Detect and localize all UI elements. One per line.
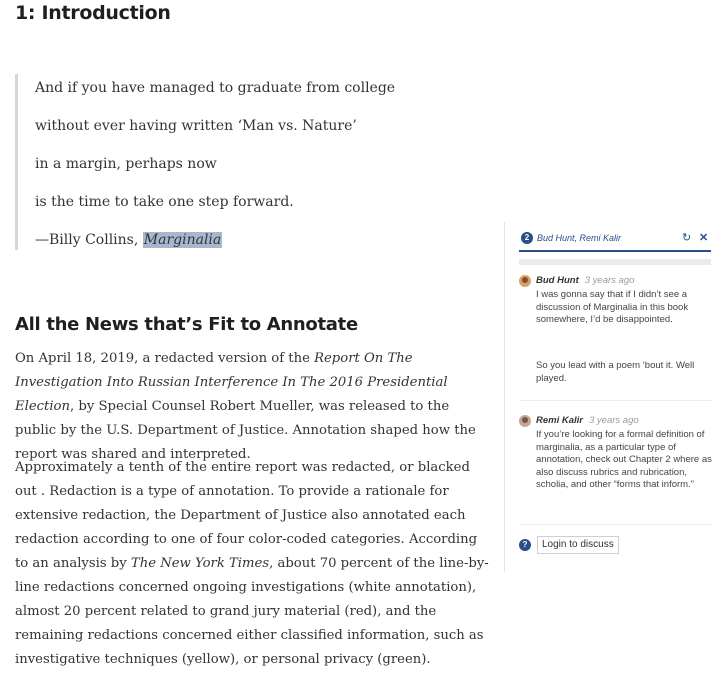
comment-author: Remi Kalir 3 years ago (536, 415, 639, 426)
login-button[interactable]: Login to discuss (537, 536, 619, 554)
annotation-header (519, 230, 711, 252)
avatar (519, 275, 531, 287)
annotation-sidebar (504, 222, 720, 572)
help-icon[interactable]: ? (519, 539, 531, 551)
refresh-icon[interactable]: ↻ (682, 232, 692, 244)
report-title: Report On The Investigation Into Russian Interference In The 2016 Presidential Election (15, 351, 448, 414)
paragraph-text: Approximately a tenth of the entire report was redacted, or blacked out . Redaction is a type of annotation. To provide a rationale for extensive redaction, the Department of Justice also annotated each redaction according to one of four color-coded categories. According to an analysis by (15, 460, 478, 571)
chapter-title: 1: Introduction (15, 2, 171, 24)
annotation-authors: Bud Hunt, Remi Kalir (537, 233, 622, 243)
annotation-count-badge: 2 (521, 232, 533, 244)
comment-time: 3 years ago (584, 275, 635, 286)
epigraph-line: in a margin, perhaps now (35, 156, 217, 172)
comment-body: So you lead with a poem ‘bout it. Well played. (536, 360, 695, 384)
epigraph-blockquote (15, 74, 475, 250)
section-title: All the News that’s Fit to Annotate (15, 314, 358, 335)
paragraph-text: , by Special Counsel Robert Mueller, was released to the public by the U.S. Department of Justice. Annotation shaped how the report was shared and interpreted. (15, 399, 476, 462)
attribution-author: —Billy Collins, (35, 232, 143, 248)
avatar (519, 415, 531, 427)
body-paragraph (15, 347, 493, 467)
annotated-highlight[interactable]: Marginalia (143, 232, 222, 248)
epigraph-attribution (35, 232, 222, 248)
body-paragraph (15, 456, 493, 672)
epigraph-line: And if you have managed to graduate from college (35, 80, 396, 96)
comment-body: If you’re looking for a formal definition of marginalia, as a particular type of annotation, check out Chapter 2 where as also discuss rubrics and rubrication, scholia, and other “forms that inform.” (536, 429, 712, 491)
comment-author: Bud Hunt 3 years ago (536, 275, 635, 286)
close-icon[interactable]: ✕ (699, 232, 709, 244)
paragraph-text: , about 70 percent of the line-by-line redactions concerned ongoing investigations (white annotation), almost 20 percent related to grand jury material (red), and the remaining redactions concerned either classified information, such as investigative techniques (yellow), or personal privacy (green). (15, 556, 489, 667)
epigraph-line: is the time to take one step forward. (35, 194, 294, 210)
publication-title: The New York Times (130, 556, 270, 571)
comment-time: 3 years ago (589, 415, 639, 426)
epigraph-line: without ever having written ‘Man vs. Nature’ (35, 118, 357, 134)
comment-divider (519, 524, 711, 525)
comment-body: I was gonna say that if I didn’t see a discussion of Marginalia in this book somewhere, I’d be disappointed. (536, 289, 689, 326)
paragraph-text: On April 18, 2019, a redacted version of the (15, 351, 315, 366)
annotation-strip (519, 259, 711, 265)
comment-divider (519, 400, 711, 401)
